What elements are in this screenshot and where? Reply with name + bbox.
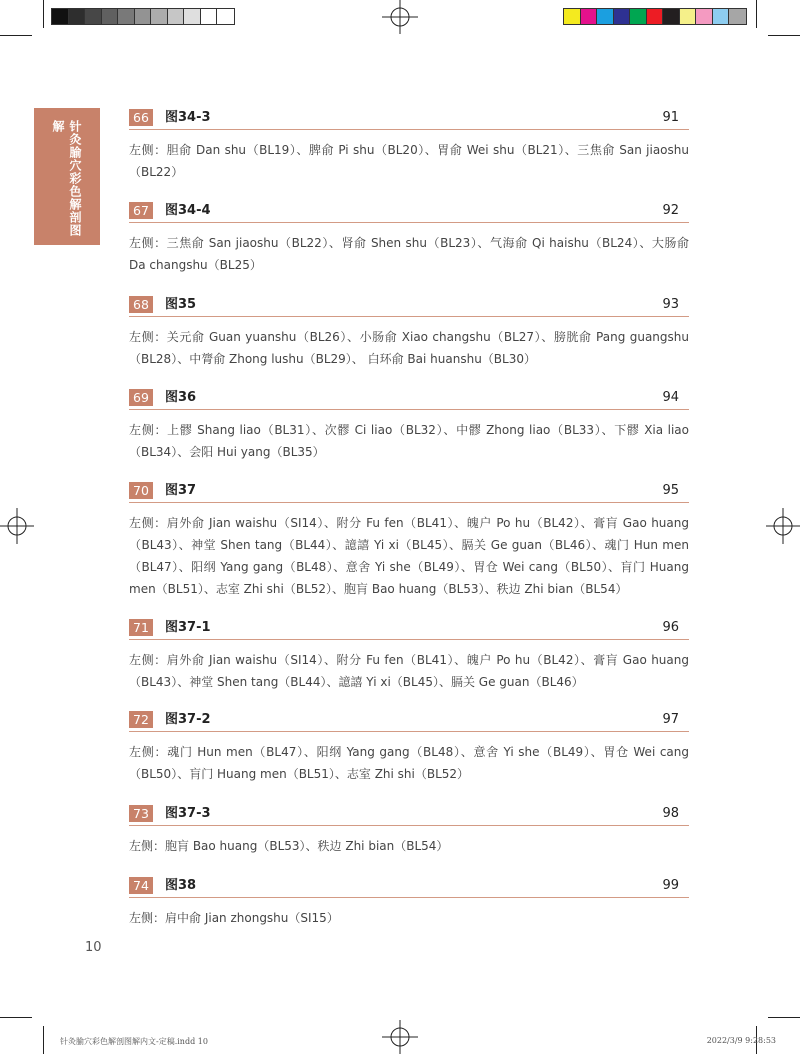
registration-mark	[380, 1020, 420, 1054]
entry-number: 68	[129, 296, 153, 313]
color-swatch	[630, 9, 647, 24]
color-swatch	[696, 9, 713, 24]
crop-mark	[0, 35, 32, 36]
entry-header	[129, 202, 689, 223]
index-entry	[129, 482, 689, 600]
entry-header	[129, 296, 689, 317]
page-ref: 95	[662, 483, 679, 498]
color-swatch	[614, 9, 631, 24]
side-tab-title: 针灸腧穴彩色解剖图解	[51, 120, 82, 237]
crop-mark	[756, 0, 757, 28]
figure-label: 图34-4	[165, 203, 211, 218]
entry-header	[129, 389, 689, 410]
color-swatch	[201, 9, 218, 24]
entry-header	[129, 482, 689, 503]
entry-number: 71	[129, 619, 153, 636]
entry-number: 73	[129, 805, 153, 822]
color-swatch	[69, 9, 86, 24]
registration-mark	[764, 506, 800, 546]
crop-mark	[0, 1017, 32, 1018]
print-slug-file: 针灸腧穴彩色解剖图解内文-定稿.indd 10	[60, 1037, 208, 1046]
entry-number: 70	[129, 482, 153, 499]
page-number: 10	[85, 940, 102, 955]
color-swatch	[52, 9, 69, 24]
color-swatch	[680, 9, 697, 24]
figure-label: 图37	[165, 483, 197, 498]
entry-number: 69	[129, 389, 153, 406]
entry-header	[129, 877, 689, 898]
index-entry	[129, 296, 689, 370]
color-swatch	[118, 9, 135, 24]
page-ref: 99	[662, 878, 679, 893]
entry-number: 66	[129, 109, 153, 126]
page-ref: 93	[662, 297, 679, 312]
figure-label: 图38	[165, 878, 197, 893]
page-ref: 97	[662, 712, 679, 727]
entry-description: 左侧：肩外俞 Jian waishu（SI14）、附分 Fu fen（BL41）、魄户 Po hu（BL42）、膏肓 Gao huang（BL43）、神堂 Shen tang（BL44）、譩譆 Yi xi（BL45）、膈关 Ge guan（BL46）、魂门 Hun men（BL47）、阳纲 Yang gang（BL48）、意舍 Yi she（BL49）、胃仓 Wei cang（BL50）、肓门 Huang men（BL51）、志室 Zhi shi（BL52）、胞肓 Bao huang（BL53）、秩边 Zhi bian（BL54）	[129, 516, 689, 596]
entry-number: 72	[129, 711, 153, 728]
figure-label: 图37-1	[165, 620, 211, 635]
color-swatch	[597, 9, 614, 24]
entry-description: 左侧：肩外俞 Jian waishu（SI14）、附分 Fu fen（BL41）、魄户 Po hu（BL42）、膏肓 Gao huang（BL43）、神堂 Shen tang（BL44）、譩譆 Yi xi（BL45）、膈关 Ge guan（BL46）	[129, 653, 689, 689]
registration-mark	[380, 0, 420, 34]
print-slug-date: 2022/3/9 9:28:53	[706, 1036, 776, 1045]
side-chapter-tab	[34, 108, 100, 245]
entry-description: 左侧：三焦俞 San jiaoshu（BL22）、肾俞 Shen shu（BL23）、气海俞 Qi haishu（BL24）、大肠俞 Da changshu（BL25）	[129, 236, 689, 272]
color-swatch	[581, 9, 598, 24]
color-swatch	[217, 9, 234, 24]
color-swatch	[151, 9, 168, 24]
crop-mark	[768, 35, 800, 36]
color-swatch	[564, 9, 581, 24]
entry-header	[129, 711, 689, 732]
entry-number: 67	[129, 202, 153, 219]
figure-label: 图36	[165, 390, 197, 405]
figure-label: 图37-3	[165, 806, 211, 821]
page-ref: 91	[662, 110, 679, 125]
page-ref: 96	[662, 620, 679, 635]
entry-description: 左侧：关元俞 Guan yuanshu（BL26）、小肠俞 Xiao changshu（BL27）、膀胱俞 Pang guangshu（BL28）、中膂俞 Zhong lushu（BL29）、 白环俞 Bai huanshu（BL30）	[129, 330, 689, 366]
index-entry	[129, 711, 689, 785]
color-swatch	[184, 9, 201, 24]
page-ref: 98	[662, 806, 679, 821]
page-ref: 94	[662, 390, 679, 405]
entry-description: 左侧：上髎 Shang liao（BL31）、次髎 Ci liao（BL32）、中髎 Zhong liao（BL33）、下髎 Xia liao（BL34）、会阳 Hui yang（BL35）	[129, 423, 689, 459]
index-entry	[129, 619, 689, 693]
gray-swatch-strip	[51, 8, 235, 25]
index-entry	[129, 805, 689, 857]
figure-label: 图35	[165, 297, 197, 312]
crop-mark	[43, 1026, 44, 1054]
entry-description: 左侧：肩中俞 Jian zhongshu（SI15）	[129, 911, 339, 925]
entry-description: 左侧：胆俞 Dan shu（BL19）、脾俞 Pi shu（BL20）、胃俞 Wei shu（BL21）、三焦俞 San jiaoshu（BL22）	[129, 143, 689, 179]
color-swatch	[647, 9, 664, 24]
index-entry	[129, 202, 689, 276]
crop-mark	[768, 1017, 800, 1018]
color-swatch	[135, 9, 152, 24]
registration-mark	[0, 506, 36, 546]
index-entry	[129, 877, 689, 929]
entry-header	[129, 109, 689, 130]
color-swatch	[85, 9, 102, 24]
index-entry	[129, 109, 689, 183]
figure-label: 图37-2	[165, 712, 211, 727]
entry-header	[129, 805, 689, 826]
color-swatch	[713, 9, 730, 24]
crop-mark	[43, 0, 44, 28]
color-swatch	[102, 9, 119, 24]
color-swatch-strip	[563, 8, 747, 25]
color-swatch	[168, 9, 185, 24]
entry-description: 左侧：魂门 Hun men（BL47）、阳纲 Yang gang（BL48）、意舍 Yi she（BL49）、胃仓 Wei cang（BL50）、肓门 Huang men（BL51）、志室 Zhi shi（BL52）	[129, 745, 689, 781]
color-swatch	[663, 9, 680, 24]
entry-number: 74	[129, 877, 153, 894]
entry-header	[129, 619, 689, 640]
index-entry	[129, 389, 689, 463]
page-ref: 92	[662, 203, 679, 218]
color-swatch	[729, 9, 746, 24]
figure-label: 图34-3	[165, 110, 211, 125]
entry-description: 左侧：胞肓 Bao huang（BL53）、秩边 Zhi bian（BL54）	[129, 839, 449, 853]
